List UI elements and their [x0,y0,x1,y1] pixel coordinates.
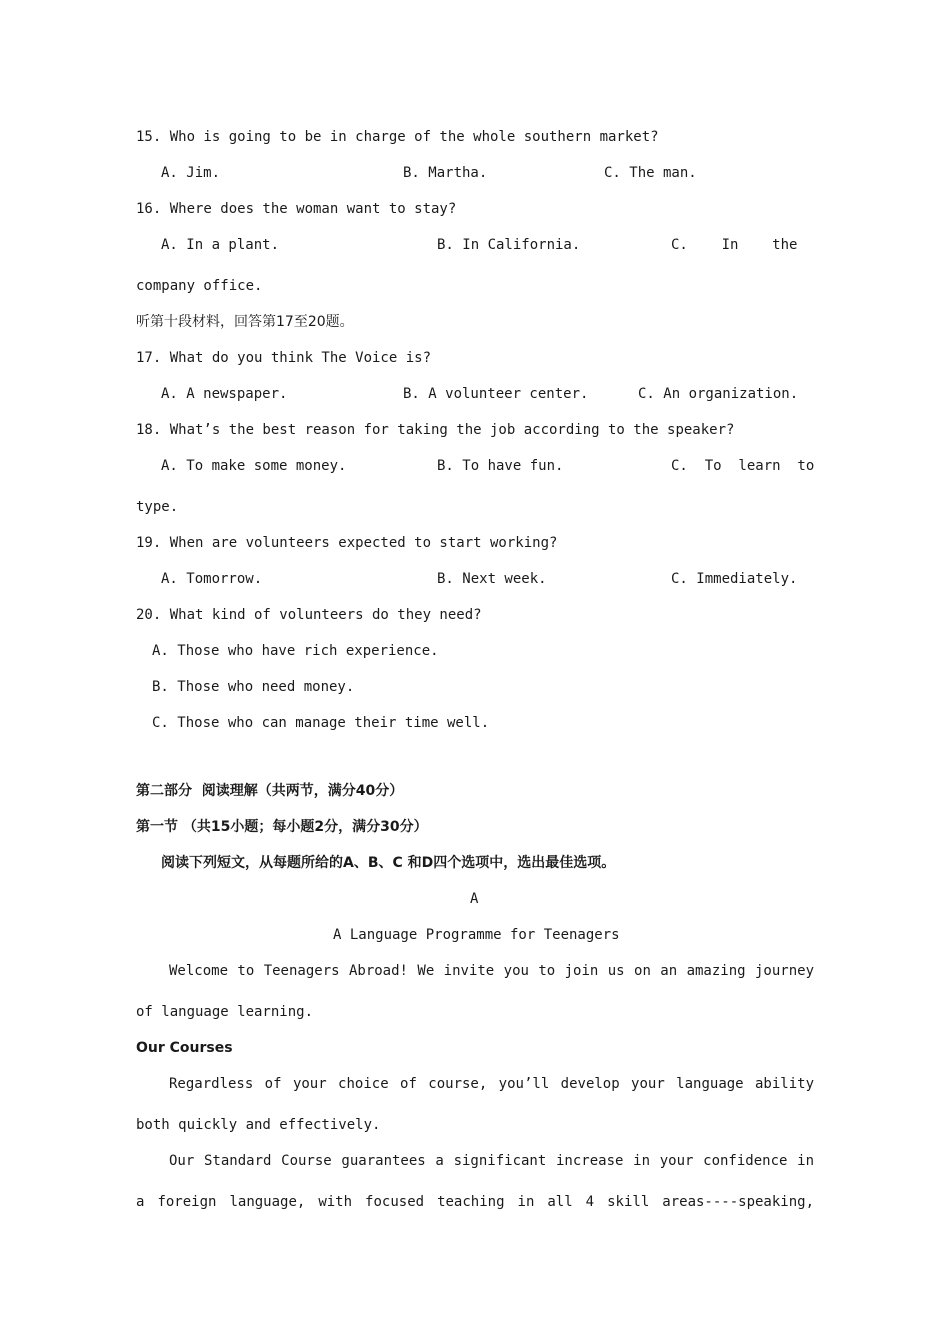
part2-heading: 第二部分 阅读理解（共两节，满分40分） [136,783,404,799]
q17-stem: 17. What do you think The Voice is? [136,350,432,366]
q15-option-a: A. Jim. [161,165,221,181]
q16-option-c-line1: C. In the [671,237,798,253]
q19-option-a: A. Tomorrow. [161,571,263,587]
q20-option-b: B. Those who need money. [152,679,355,695]
q20-stem: 20. What kind of volunteers do they need? [136,607,482,623]
q15-stem: 15. Who is going to be in charge of the whole southern market? [136,129,659,145]
q17-option-a: A. A newspaper. [161,386,288,402]
passage-p1-line2: of language learning. [136,1004,314,1020]
passage-p2-line2: both quickly and effectively. [136,1117,381,1133]
q16-option-c-line2: company office. [136,278,263,294]
passage-title: A Language Programme for Teenagers [333,927,620,943]
q19-option-c: C. Immediately. [671,571,798,587]
passage-p3-line1: Our Standard Course guarantees a significant increase in your confidence in [169,1153,814,1169]
section-10-instruction: 听第十段材料，回答第17至20题。 [136,314,354,330]
part2-section1-heading: 第一节 （共15小题；每小题2分，满分30分） [136,819,428,835]
passage-subheading: Our Courses [136,1040,233,1056]
q18-option-b: B. To have fun. [437,458,564,474]
q18-option-a: A. To make some money. [161,458,347,474]
passage-p1-line1: Welcome to Teenagers Abroad! We invite you to join us on an amazing journey [169,963,814,979]
passage-p3-line2: a foreign language, with focused teaching in all 4 skill areas----speaking, [136,1194,814,1210]
passage-p2-line1: Regardless of your choice of course, you’ll develop your language ability [169,1076,814,1092]
part2-instruction: 阅读下列短文，从每题所给的A、B、C 和D四个选项中，选出最佳选项。 [161,855,616,871]
q16-stem: 16. Where does the woman want to stay? [136,201,457,217]
passage-letter: A [470,891,479,907]
q15-option-b: B. Martha. [403,165,488,181]
q16-option-a: A. In a plant. [161,237,280,253]
q19-stem: 19. When are volunteers expected to start working? [136,535,558,551]
q18-option-c-line1: C. To learn to [671,458,815,474]
q15-option-c: C. The man. [604,165,697,181]
q17-option-b: B. A volunteer center. [403,386,589,402]
q18-stem: 18. What’s the best reason for taking the job according to the speaker? [136,422,735,438]
q19-option-b: B. Next week. [437,571,547,587]
q16-option-b: B. In California. [437,237,581,253]
q17-option-c: C. An organization. [638,386,799,402]
q20-option-c: C. Those who can manage their time well. [152,715,490,731]
q18-option-c-line2: type. [136,499,179,515]
q20-option-a: A. Those who have rich experience. [152,643,439,659]
